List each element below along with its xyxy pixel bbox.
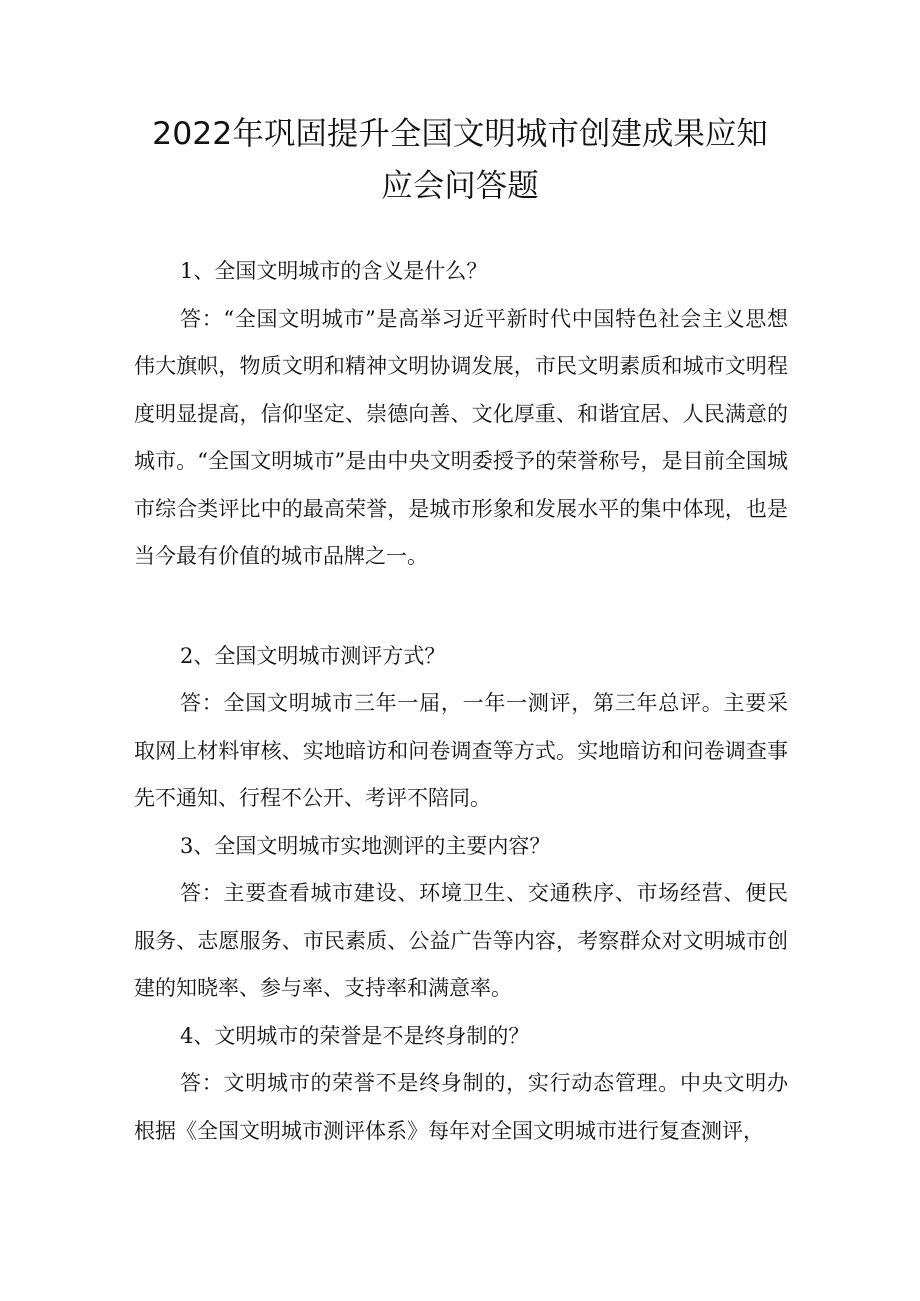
- answer-4: 答：文明城市的荣誉不是终身制的，实行动态管理。中央文明办根据《全国文明城市测评体系》每年对全国文明城市进行复查测评，: [134, 1071, 788, 1143]
- answer-3: 答：主要查看城市建设、环境卫生、交通秩序、市场经营、便民服务、志愿服务、市民素质、公益广告等内容，考察群众对文明城市创建的知晓率、参与率、支持率和满意率。: [134, 881, 788, 1000]
- title-line-1: 2022年巩固提升全国文明城市创建成果应知: [152, 116, 768, 152]
- title-line-2: 应会问答题: [381, 168, 539, 204]
- document-body: [134, 248, 788, 1155]
- answer-2: 答：全国文明城市三年一届，一年一测评，第三年总评。主要采取网上材料审核、实地暗访和问卷调查等方式。实地暗访和问卷调查事先不通知、行程不公开、考评不陪同。: [134, 691, 788, 810]
- document-title: [120, 108, 800, 212]
- question-3: 3、全国文明城市实地测评的主要内容？: [180, 833, 551, 858]
- question-1: 1、全国文明城市的含义是什么？: [180, 259, 488, 283]
- paragraph-gap: [134, 581, 788, 633]
- question-2: 2、全国文明城市测评方式？: [180, 643, 446, 668]
- answer-1: 答：“全国文明城市”是高举习近平新时代中国特色社会主义思想伟大旗帜，物质文明和精神文明协调发展，市民文明素质和城市文明程度明显提高，信仰坚定、崇德向善、文化厚重、和谐宜居、人民满意的城市。“全国文明城市”是由中央文明委授予的荣誉称号，是目前全国城市综合类评比中的最高荣誉，是城市形象和发展水平的集中体现，也是当今最有价值的城市品牌之一。: [134, 306, 788, 568]
- question-4: 4、文明城市的荣誉是不是终身制的？: [180, 1023, 530, 1048]
